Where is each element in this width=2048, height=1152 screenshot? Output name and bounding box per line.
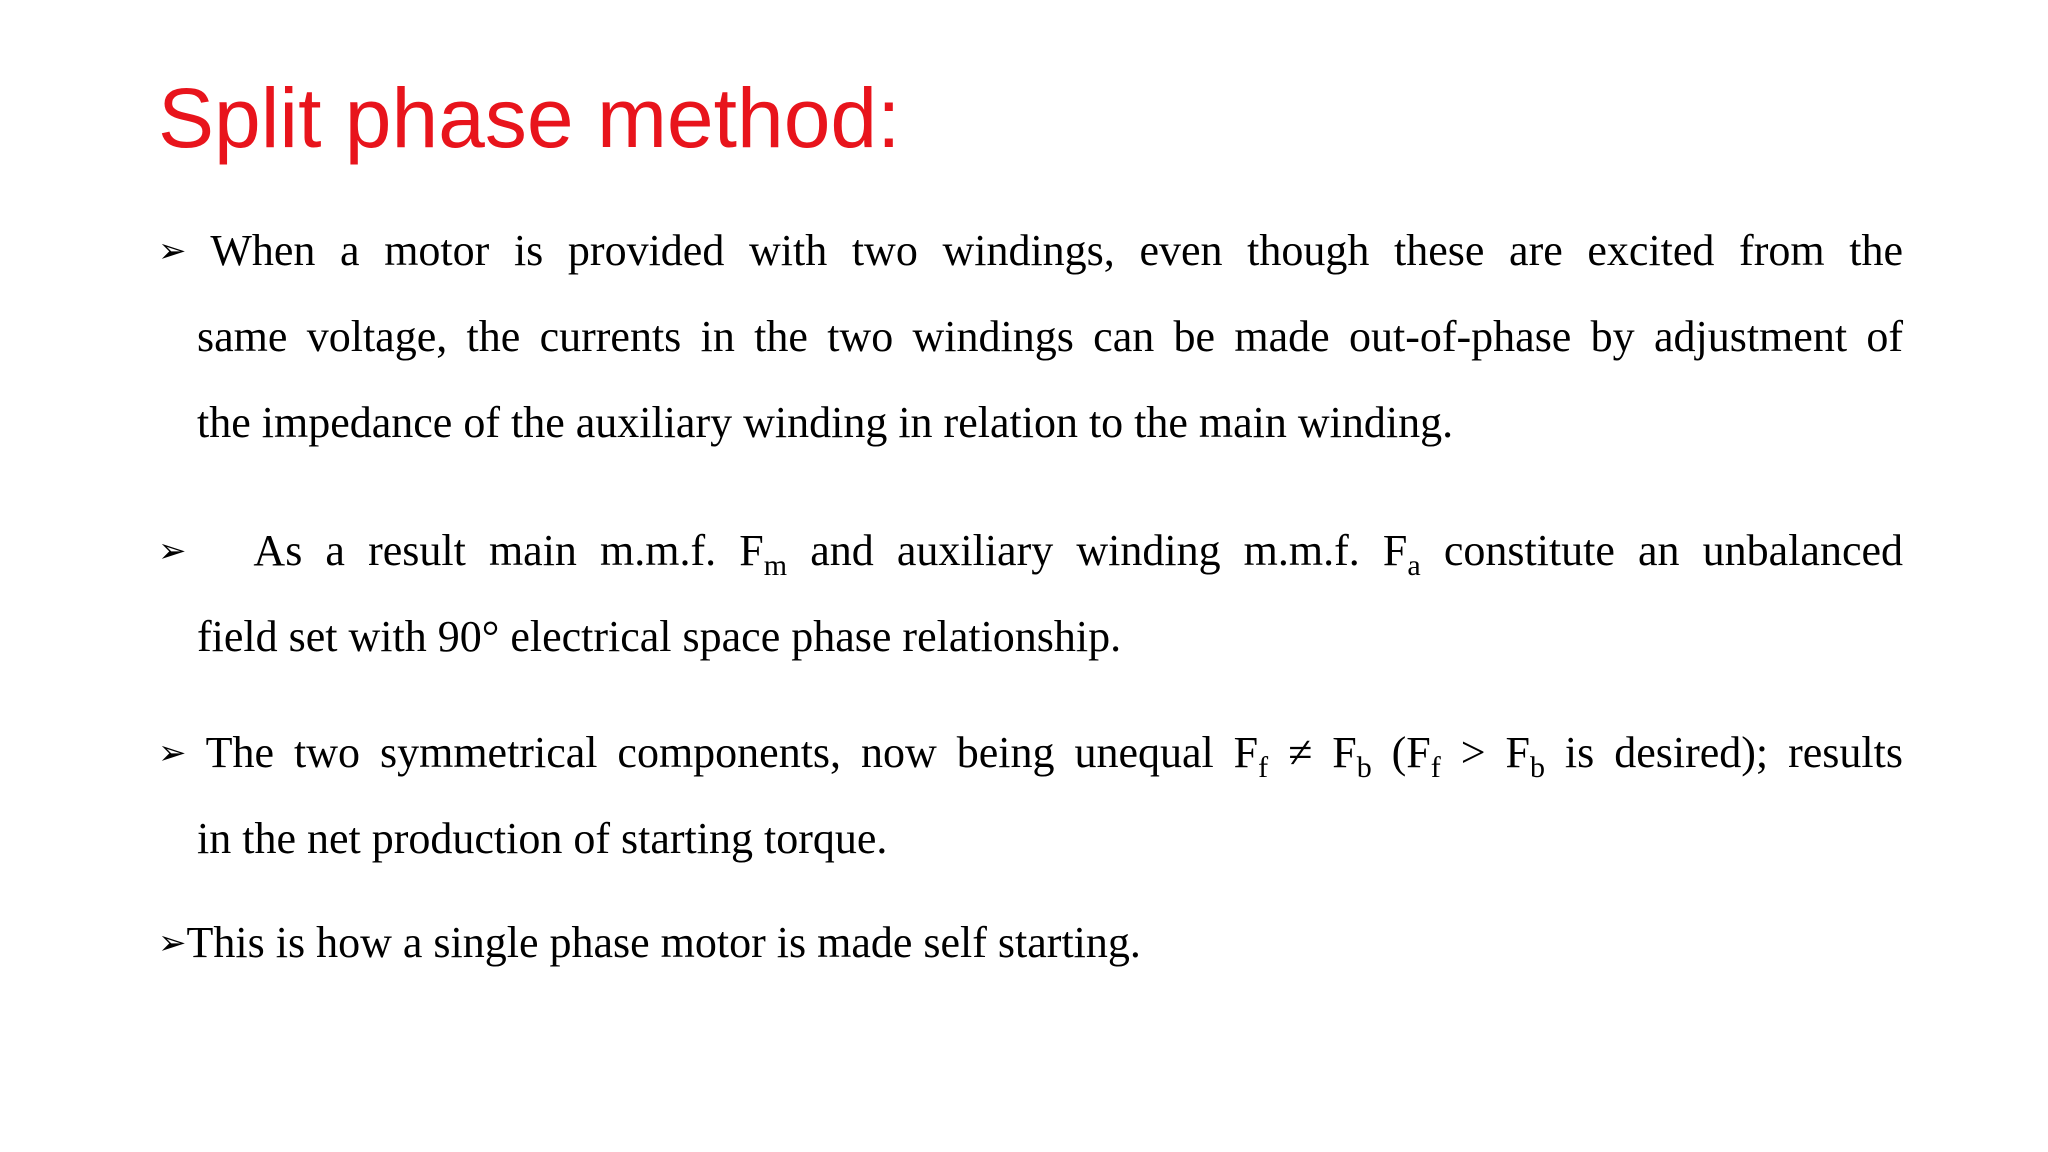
subscript-b: b <box>1529 751 1545 784</box>
bullet-4-text-1: This is how a single phase motor is made self starting. <box>186 918 1141 967</box>
bullet-4 <box>158 900 1903 986</box>
bullet-2-seg-2: and auxiliary winding m.m.f. F <box>787 526 1408 575</box>
arrow-bullet-icon: ➢ <box>158 231 187 271</box>
subscript-a: a <box>1407 549 1421 582</box>
bullet-3-line-2: in the net production of starting torque. <box>197 814 888 863</box>
bullet-1-line-1 <box>158 208 1903 294</box>
bullet-2-seg-1: As a result main m.m.f. F <box>253 526 764 575</box>
bullet-3-seg-3: (F <box>1371 728 1431 777</box>
bullet-3 <box>158 710 1903 882</box>
bullet-2-line-2: field set with 90° electrical space phase relationship. <box>197 612 1122 661</box>
subscript-f: f <box>1258 751 1269 784</box>
bullet-3-seg-5: is desired); results <box>1544 728 1903 777</box>
arrow-bullet-icon: ➢ <box>158 531 187 571</box>
subscript-m: m <box>763 549 788 582</box>
bullet-4-line-1 <box>158 900 1903 986</box>
bullet-1 <box>158 208 1903 466</box>
bullet-3-seg-1: The two symmetrical components, now being unequal F <box>205 728 1259 777</box>
arrow-bullet-icon: ➢ <box>158 733 187 773</box>
arrow-bullet-icon: ➢ <box>158 923 187 963</box>
bullet-1-line-3: the impedance of the auxiliary winding in relation to the main winding. <box>197 398 1454 447</box>
bullet-3-seg-2: ≠ F <box>1268 728 1357 777</box>
slide-title: Split phase method: <box>158 71 901 165</box>
bullet-1-text-1: When a motor is provided with two windings, even though these are excited from the <box>210 226 1903 275</box>
subscript-f: f <box>1430 751 1441 784</box>
bullet-1-line-2: same voltage, the currents in the two windings can be made out-of-phase by adjustment of <box>197 312 1903 361</box>
bullet-2 <box>158 508 1903 680</box>
bullet-3-line-1 <box>158 710 1903 796</box>
subscript-b: b <box>1356 751 1372 784</box>
bullet-2-line-1 <box>158 508 1903 594</box>
bullet-2-seg-3: constitute an unbalanced <box>1420 526 1903 575</box>
bullet-3-seg-4: > F <box>1440 728 1530 777</box>
